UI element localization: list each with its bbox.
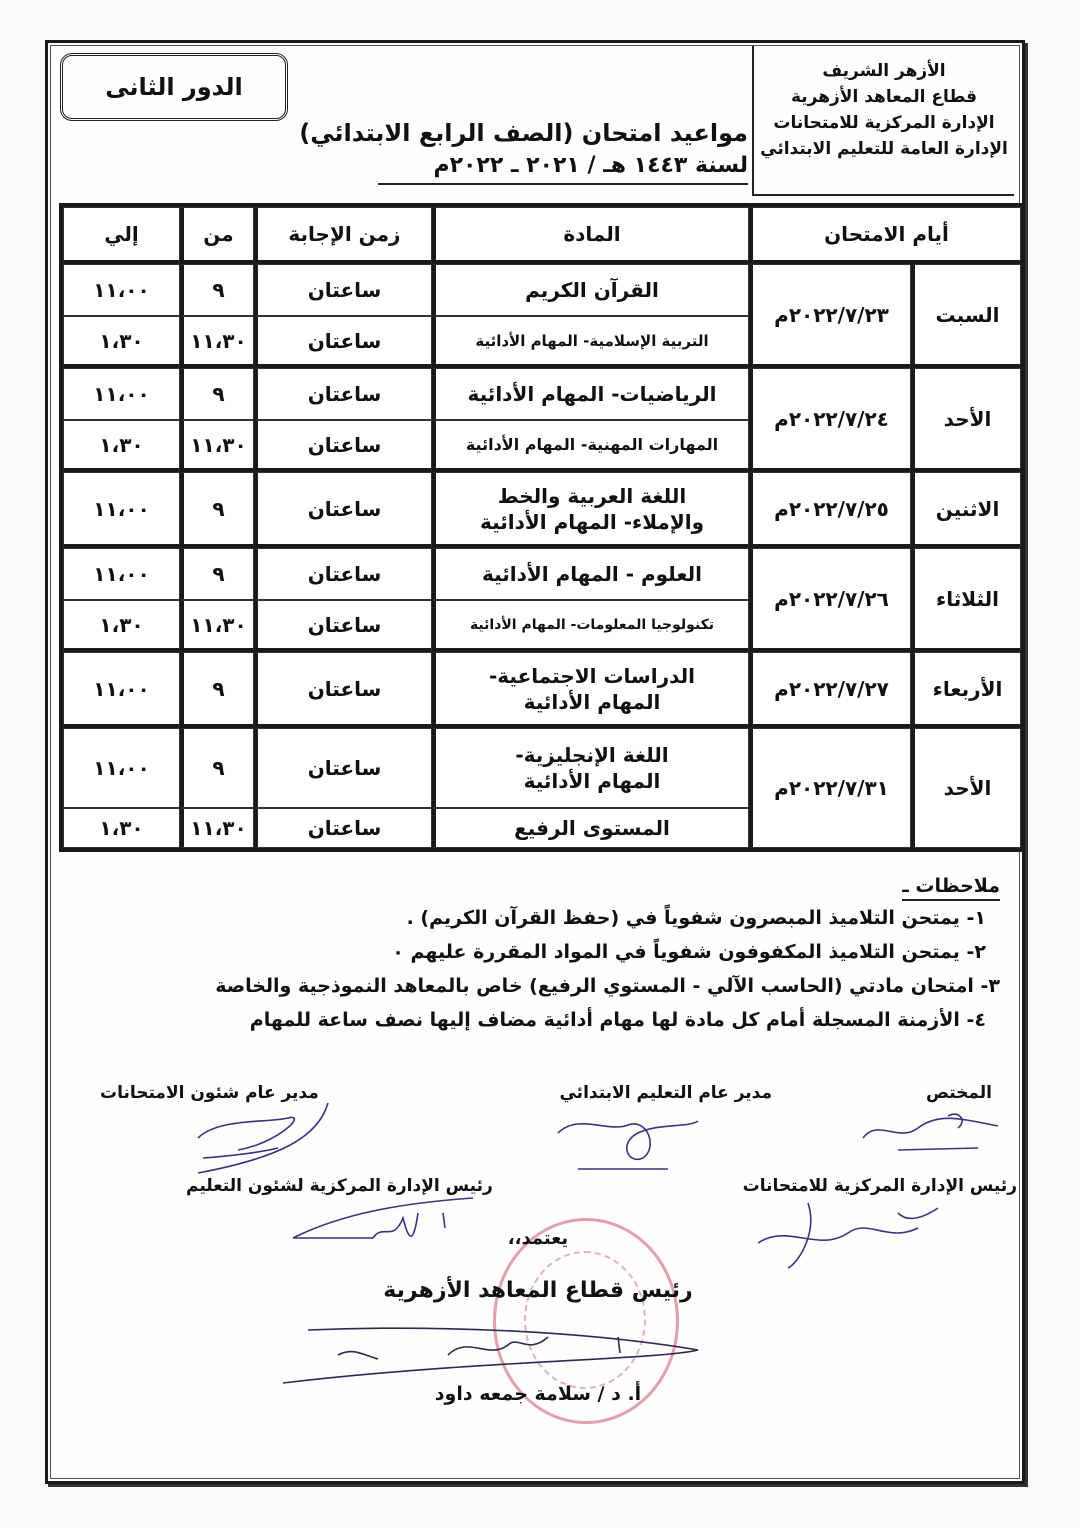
to-cell: ١،٣٠ bbox=[63, 316, 180, 368]
subject-cell: التربية الإسلامية- المهام الأدائية bbox=[432, 316, 749, 368]
sector-head-signature-icon bbox=[278, 1315, 718, 1385]
table-row bbox=[63, 548, 1021, 600]
to-cell: ١١،٠٠ bbox=[63, 472, 180, 548]
subject-line: اللغة العربية والخط bbox=[497, 483, 687, 508]
approve-label: يعتمد،، bbox=[507, 1228, 569, 1249]
subject-cell bbox=[432, 728, 749, 808]
note-item: ٤- الأزمنة المسجلة أمام كل مادة لها مهام أدائية مضاف إليها نصف ساعة للمهام bbox=[249, 1009, 986, 1031]
subject-cell: المهارات المهنية- المهام الأدائية bbox=[432, 420, 749, 472]
signature-title-central-education-head: رئيس الإدارة المركزية لشئون التعليم bbox=[186, 1176, 493, 1196]
column-header-to: إلي bbox=[63, 207, 180, 264]
day-cell: الاثنين bbox=[911, 472, 1021, 548]
signature-title-exams-director: مدير عام شئون الامتحانات bbox=[100, 1083, 319, 1103]
specialist-signature-icon bbox=[858, 1108, 1008, 1158]
date-cell: ٢٠٢٢/٧/٢٣م bbox=[749, 264, 911, 368]
table-row bbox=[63, 652, 1021, 728]
notes-heading: ملاحظات ـ bbox=[902, 873, 1000, 901]
duration-cell: ساعتان bbox=[254, 316, 432, 368]
org-line: الأزهر الشريف bbox=[822, 61, 946, 81]
title-underline bbox=[378, 183, 748, 185]
duration-cell: ساعتان bbox=[254, 472, 432, 548]
day-cell: السبت bbox=[911, 264, 1021, 368]
org-line: الإدارة العامة للتعليم الابتدائي bbox=[760, 139, 1008, 159]
subject-cell: القرآن الكريم bbox=[432, 264, 749, 316]
table-row bbox=[63, 368, 1021, 420]
date-cell: ٢٠٢٢/٧/٣١م bbox=[749, 728, 911, 848]
to-cell: ١١،٠٠ bbox=[63, 264, 180, 316]
org-line: قطاع المعاهد الأزهرية bbox=[790, 87, 978, 107]
date-cell: ٢٠٢٢/٧/٢٤م bbox=[749, 368, 911, 472]
to-cell: ١،٣٠ bbox=[63, 420, 180, 472]
title-line-2: لسنة ١٤٤٣ هـ / ٢٠٢١ ـ ٢٠٢٢م bbox=[433, 153, 748, 178]
exam-round-label: الدور الثانى bbox=[60, 53, 288, 121]
notes-section bbox=[60, 873, 1000, 1037]
from-cell: ٩ bbox=[180, 728, 254, 808]
column-header-days: أيام الامتحان bbox=[749, 207, 1021, 264]
from-cell: ٩ bbox=[180, 368, 254, 420]
column-header-duration: زمن الإجابة bbox=[254, 207, 432, 264]
from-cell: ١١،٣٠ bbox=[180, 316, 254, 368]
duration-cell: ساعتان bbox=[254, 368, 432, 420]
table-header-row bbox=[63, 207, 1021, 264]
date-cell: ٢٠٢٢/٧/٢٥م bbox=[749, 472, 911, 548]
table-row bbox=[63, 264, 1021, 316]
duration-cell: ساعتان bbox=[254, 728, 432, 808]
from-cell: ١١،٣٠ bbox=[180, 420, 254, 472]
to-cell: ١١،٠٠ bbox=[63, 728, 180, 808]
subject-cell: العلوم - المهام الأدائية bbox=[432, 548, 749, 600]
subject-cell bbox=[432, 472, 749, 548]
table-row bbox=[63, 472, 1021, 548]
date-cell: ٢٠٢٢/٧/٢٧م bbox=[749, 652, 911, 728]
sector-head-name: أ. د / سلامة جمعه داود bbox=[434, 1383, 642, 1405]
day-cell: الأربعاء bbox=[911, 652, 1021, 728]
column-header-subject: المادة bbox=[432, 207, 749, 264]
note-item: ١- يمتحن التلاميذ المبصرون شفوياً في (حفظ القرآن الكريم) . bbox=[406, 907, 986, 929]
from-cell: ١١،٣٠ bbox=[180, 808, 254, 848]
to-cell: ١١،٠٠ bbox=[63, 368, 180, 420]
to-cell: ١،٣٠ bbox=[63, 600, 180, 652]
duration-cell: ساعتان bbox=[254, 548, 432, 600]
to-cell: ١،٣٠ bbox=[63, 808, 180, 848]
day-cell: الثلاثاء bbox=[911, 548, 1021, 652]
duration-cell: ساعتان bbox=[254, 600, 432, 652]
subject-line: المهام الأدائية bbox=[523, 689, 661, 714]
organization-header bbox=[752, 46, 1014, 196]
from-cell: ١١،٣٠ bbox=[180, 600, 254, 652]
signature-title-primary-director: مدير عام التعليم الابتدائي bbox=[559, 1083, 772, 1103]
from-cell: ٩ bbox=[180, 548, 254, 600]
document-title bbox=[248, 115, 748, 181]
central-exams-head-signature-icon bbox=[748, 1193, 948, 1273]
signature-title-central-exams-head: رئيس الإدارة المركزية للامتحانات bbox=[742, 1176, 1017, 1196]
signature-title-specialist: المختص bbox=[926, 1083, 992, 1103]
document-frame bbox=[45, 40, 1025, 1484]
subject-line: المهام الأدائية bbox=[523, 769, 661, 793]
primary-director-signature-icon bbox=[548, 1103, 718, 1173]
day-cell: الأحد bbox=[911, 728, 1021, 848]
table-row bbox=[63, 728, 1021, 808]
note-item: ٢- يمتحن التلاميذ المكفوفون شفوياً في المواد المقررة عليهم ٠ bbox=[392, 941, 986, 963]
subject-cell: المستوى الرفيع bbox=[432, 808, 749, 848]
from-cell: ٩ bbox=[180, 472, 254, 548]
duration-cell: ساعتان bbox=[254, 652, 432, 728]
duration-cell: ساعتان bbox=[254, 808, 432, 848]
subject-line: الدراسات الاجتماعية- bbox=[488, 663, 696, 688]
to-cell: ١١،٠٠ bbox=[63, 548, 180, 600]
subject-cell bbox=[432, 652, 749, 728]
note-item: ٣- امتحان مادتي (الحاسب الآلي - المستوي الرفيع) خاص بالمعاهد النموذجية والخاصة bbox=[215, 975, 1000, 997]
subject-line: والإملاء- المهام الأدائية bbox=[479, 509, 704, 534]
org-line: الإدارة المركزية للامتحانات bbox=[773, 113, 995, 133]
date-cell: ٢٠٢٢/٧/٢٦م bbox=[749, 548, 911, 652]
sector-head-title: رئيس قطاع المعاهد الأزهرية bbox=[383, 1278, 693, 1303]
day-cell: الأحد bbox=[911, 368, 1021, 472]
to-cell: ١١،٠٠ bbox=[63, 652, 180, 728]
from-cell: ٩ bbox=[180, 652, 254, 728]
title-line-1: مواعيد امتحان (الصف الرابع الابتدائي) bbox=[299, 119, 748, 147]
subject-cell: الرياضيات- المهام الأدائية bbox=[432, 368, 749, 420]
exam-schedule-table bbox=[59, 203, 1025, 852]
duration-cell: ساعتان bbox=[254, 264, 432, 316]
column-header-from: من bbox=[180, 207, 254, 264]
subject-cell: تكنولوجيا المعلومات- المهام الأدائية bbox=[432, 600, 749, 652]
from-cell: ٩ bbox=[180, 264, 254, 316]
exams-director-signature-icon bbox=[178, 1098, 328, 1178]
duration-cell: ساعتان bbox=[254, 420, 432, 472]
subject-line: اللغة الإنجليزية- bbox=[515, 743, 669, 767]
